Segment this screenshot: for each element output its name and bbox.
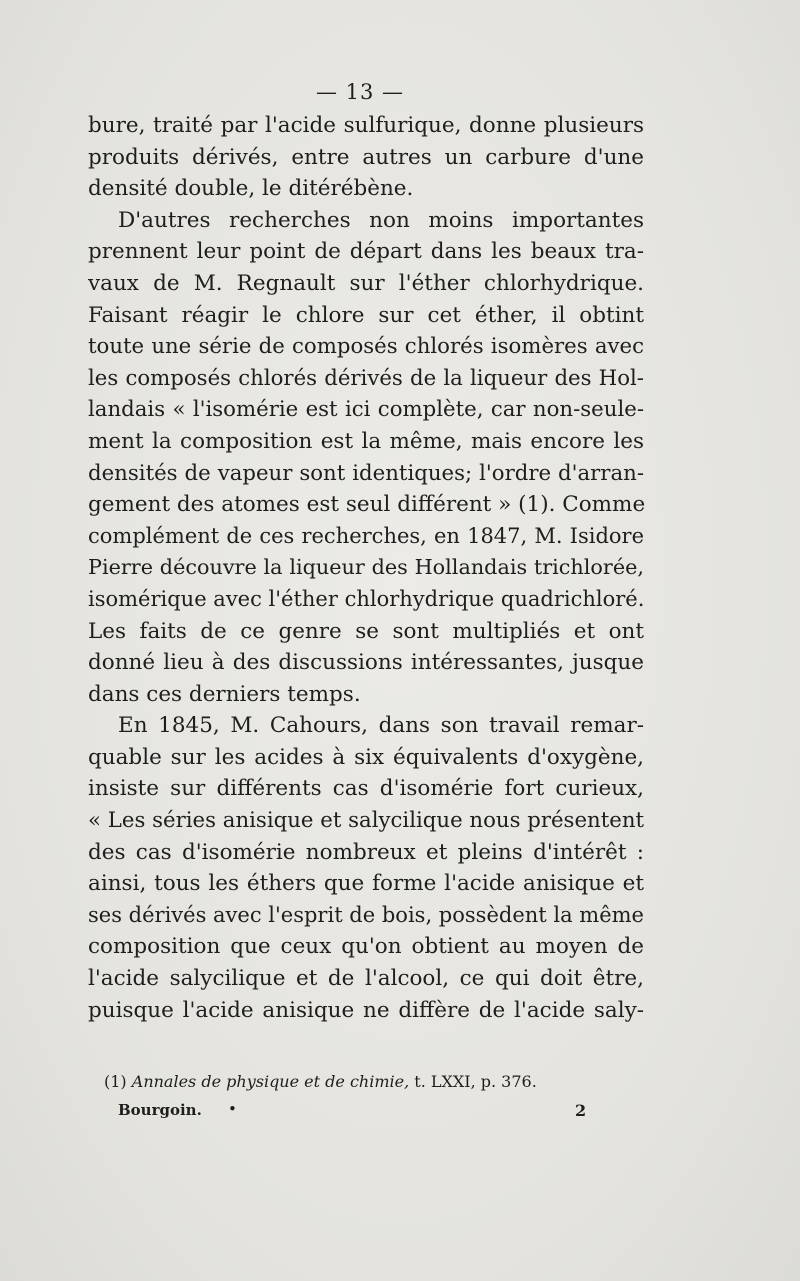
text-line: prennent leur point de départ dans les beaux tra- [88, 239, 644, 265]
text-line: Faisant réagir le chlore sur cet éther, il obtint [88, 302, 644, 328]
footnote-reference: t. LXXI, p. 376. [414, 1072, 537, 1091]
sheet-number: 2 [575, 1101, 587, 1120]
text-line: Pierre découvre la liqueur des Hollandais trichlorée, [88, 555, 644, 580]
text-line: composition que ceux qu'on obtient au moyen de [88, 934, 644, 960]
text-line: En 1845, M. Cahours, dans son travail remar- [118, 713, 644, 739]
printer-signature: Bourgoin. [118, 1101, 202, 1119]
footnote-source-title: Annales de physique et de chimie, [131, 1072, 410, 1091]
text-line: ment la composition est la même, mais encore les [88, 428, 644, 454]
text-line: bure, traité par l'acide sulfurique, donne plusieurs [88, 113, 644, 138]
text-line: « Les séries anisique et salycilique nous présentent [88, 808, 645, 834]
text-line: densités de vapeur sont identiques; l'ordre d'arran- [88, 460, 644, 486]
text-line: des cas d'isomérie nombreux et pleins d'intérêt : [88, 839, 644, 865]
text-line: isomérique avec l'éther chlorhydrique quadrichloré. [88, 586, 645, 611]
text-line: puisque l'acide anisique ne diffère de l'acide saly- [88, 997, 644, 1023]
text-line: ses dérivés avec l'esprit de bois, possèdent la même [88, 902, 644, 927]
text-line: ainsi, tous les éthers que forme l'acide anisique et [88, 871, 644, 897]
text-line: dans ces derniers temps. [88, 681, 361, 707]
text-line: quable sur les acides à six équivalents d'oxygène, [88, 744, 644, 770]
text-line: Les faits de ce genre se sont multipliés et ont [88, 618, 644, 644]
text-line: les composés chlorés dérivés de la liqueur des Hol- [88, 365, 644, 391]
footnote-marker: (1) [104, 1072, 127, 1091]
body-text [88, 110, 644, 1026]
text-line: l'acide salycilique et de l'alcool, ce qui doit être, [88, 966, 644, 992]
footnote [104, 1072, 537, 1091]
text-line: D'autres recherches non moins importantes [118, 207, 644, 233]
text-line: vaux de M. Regnault sur l'éther chlorhydrique. [88, 270, 644, 296]
text-line: gement des atomes est seul différent » (1). Comme [88, 492, 646, 518]
page-number: — 13 — [315, 80, 405, 104]
text-line: toute une série de composés chlorés isomères avec [88, 334, 644, 360]
text-line: densité double, le ditérébène. [88, 176, 414, 202]
text-line: donné lieu à des discussions intéressantes, jusque [88, 650, 644, 676]
text-line: insiste sur différents cas d'isomérie fort curieux, [88, 776, 644, 802]
text-line: landais « l'isomérie est ici complète, car non-seule- [88, 397, 644, 423]
signature-bullet: • [228, 1100, 237, 1118]
text-line: complément de ces recherches, en 1847, M. Isidore [88, 523, 644, 548]
text-line: produits dérivés, entre autres un carbure d'une [88, 144, 644, 170]
